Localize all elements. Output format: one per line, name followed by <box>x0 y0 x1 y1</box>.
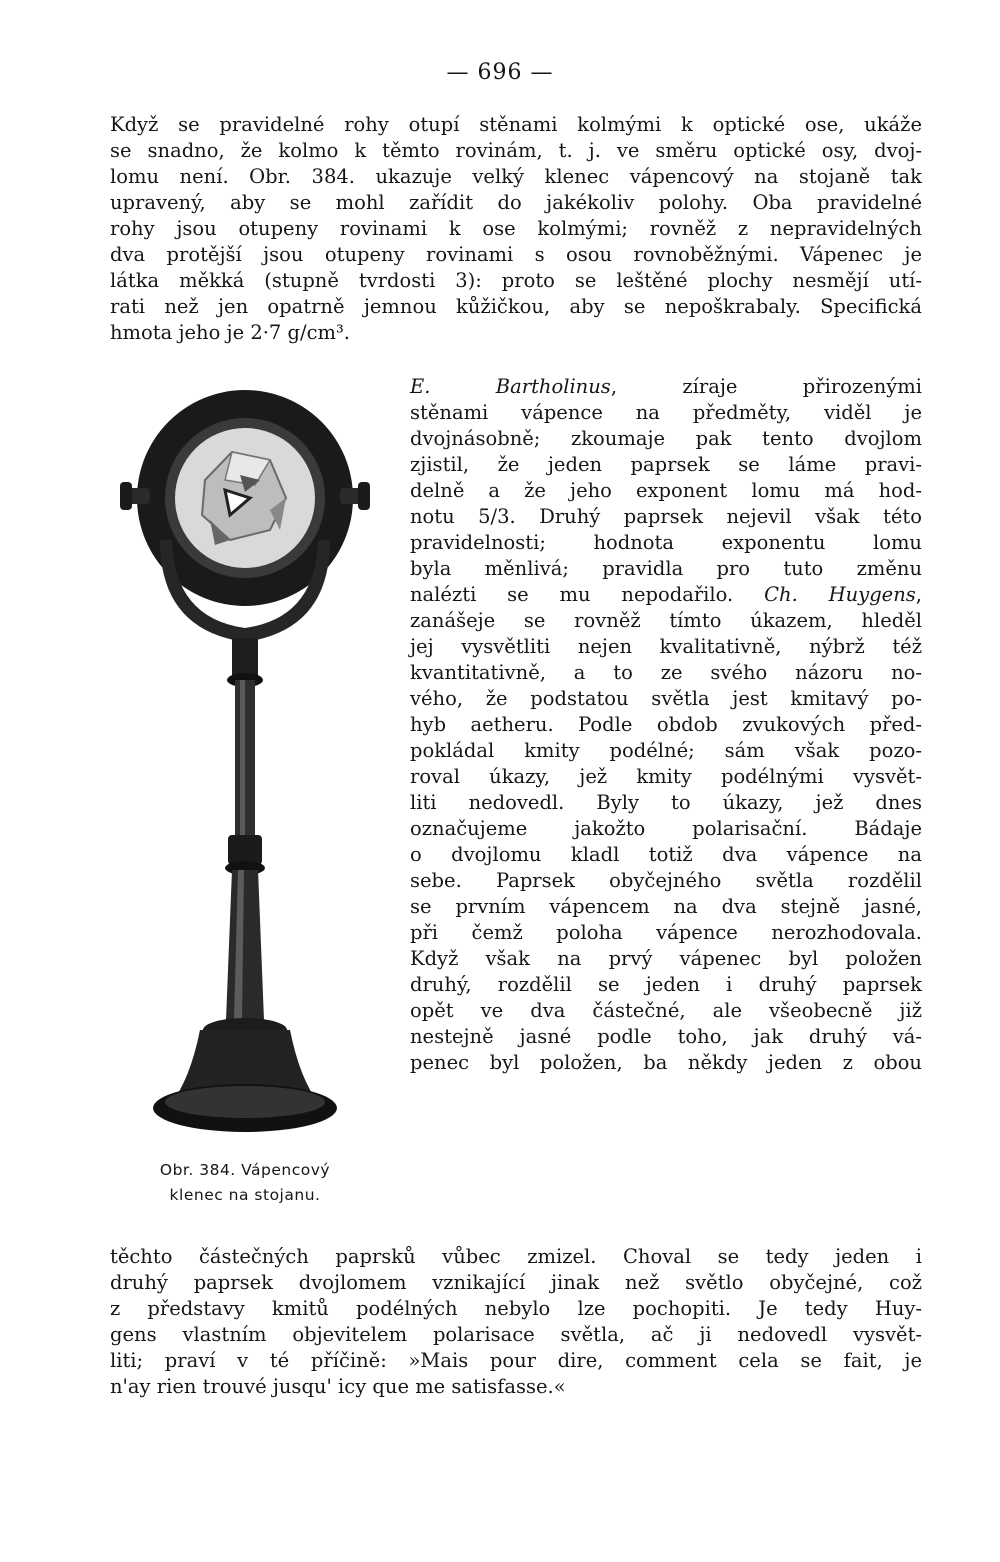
calcite-stand-figure <box>120 380 370 1170</box>
bottom-paragraph <box>110 1244 922 1400</box>
text-run: , zíraje přirozenými <box>610 375 922 398</box>
text-run: , <box>915 583 922 606</box>
text-line: se snadno, že kolmo k těmto rovinám, t. j. ve směru optické osy, dvoj- <box>110 139 922 162</box>
text-line: delně a že jeho exponent lomu má hod- <box>410 479 922 502</box>
text-line <box>410 374 922 400</box>
text-line: pravidelnosti; hodnota exponentu lomu <box>410 531 922 554</box>
text-line: notu 5/3. Druhý paprsek nejevil však této <box>410 505 922 528</box>
text-line: rohy jsou otupeny rovinami k ose kolmými; rovněž z nepravidelných <box>110 217 922 240</box>
text-line: druhý, rozdělil se jeden i druhý paprsek <box>410 973 922 996</box>
text-line: roval úkazy, jež kmity podélnými vysvět- <box>410 765 922 788</box>
text-line: rati než jen opatrně jemnou kůžičkou, aby se nepoškrabaly. Specifická <box>110 295 922 318</box>
top-paragraph <box>110 112 922 346</box>
text-line: dvojnásobně; zkoumaje pak tento dvojlom <box>410 427 922 450</box>
italic-name: E. Bartholinus <box>410 375 611 398</box>
text-line: se prvním vápencem na dva stejně jasné, <box>410 895 922 918</box>
text-line: Když se pravidelné rohy otupí stěnami kolmými k optické ose, ukáže <box>110 113 922 136</box>
text-line: hmota jeho je 2·7 g/cm³. <box>110 321 351 344</box>
wrapped-paragraph <box>410 374 922 1076</box>
text-line: lomu není. Obr. 384. ukazuje velký klenec vápencový na stojaně tak <box>110 165 922 188</box>
text-line: liti; praví v té příčině: »Mais pour dire, comment cela se fait, je <box>110 1349 922 1372</box>
text-line: při čemž poloha vápence nerozhodovala. <box>410 921 922 944</box>
page-number: — 696 — <box>446 60 554 85</box>
caption-line-1: Obr. 384. Vápencový <box>159 1161 331 1179</box>
text-line: liti nedovedl. Byly to úkazy, jež dnes <box>410 791 922 814</box>
text-line: vého, že podstatou světla jest kmitavý po- <box>410 687 922 710</box>
text-line: z představy kmitů podélných nebylo lze pochopiti. Je tedy Huy- <box>110 1297 922 1320</box>
text-line: o dvojlomu kladl totiž dva vápence na <box>410 843 922 866</box>
text-line: nestejně jasné podle toho, jak druhý vá- <box>410 1025 922 1048</box>
text-run: nalézti se mu nepodařilo. <box>410 583 765 606</box>
text-line: n'ay rien trouvé jusqu' icy que me satisfasse.« <box>110 1375 566 1398</box>
text-line: upravený, aby se mohl zařídit do jakékoliv polohy. Oba pravidelné <box>110 191 922 214</box>
figure-caption <box>110 1158 380 1208</box>
text-line: stěnami vápence na předměty, viděl je <box>410 401 922 424</box>
text-line: látka měkká (stupně tvrdosti 3): proto se leštěné plochy nesmějí utí- <box>110 269 922 292</box>
text-line: Když však na prvý vápenec byl položen <box>410 947 922 970</box>
text-line: zanášeje se rovněž tímto úkazem, hleděl <box>410 609 922 632</box>
text-line: dva protější jsou otupeny rovinami s osou rovnoběžnými. Vápenec je <box>110 243 922 266</box>
text-line: druhý paprsek dvojlomem vznikající jinak než světlo obyčejné, což <box>110 1271 922 1294</box>
text-line: sebe. Paprsek obyčejného světla rozdělil <box>410 869 922 892</box>
text-line: opět ve dva částečné, ale všeobecně již <box>410 999 922 1022</box>
text-line: jej vysvětliti nejen kvalitativně, nýbrž též <box>410 635 922 658</box>
text-line: byla měnlivá; pravidla pro tuto změnu <box>410 557 922 580</box>
text-line: hyb aetheru. Podle obdob zvukových před- <box>410 713 922 736</box>
text-line: označujeme jakožto polarisační. Bádaje <box>410 817 922 840</box>
text-line: zjistil, že jeden paprsek se láme pravi- <box>410 453 922 476</box>
text-line: kvantitativně, a to ze svého názoru no- <box>410 661 922 684</box>
italic-name: Ch. Huygens <box>764 583 916 606</box>
text-line: penec byl položen, ba někdy jeden z obou <box>410 1051 922 1074</box>
caption-line-2: klenec na stojanu. <box>169 1186 321 1204</box>
text-line: pokládal kmity podélné; sám však pozo- <box>410 739 922 762</box>
text-line: gens vlastním objevitelem polarisace světla, ač ji nedovedl vysvět- <box>110 1323 922 1346</box>
text-line <box>410 582 922 608</box>
text-line: těchto částečných paprsků vůbec zmizel. Choval se tedy jeden i <box>110 1245 922 1268</box>
calcite-stand-illustration <box>120 380 370 1170</box>
